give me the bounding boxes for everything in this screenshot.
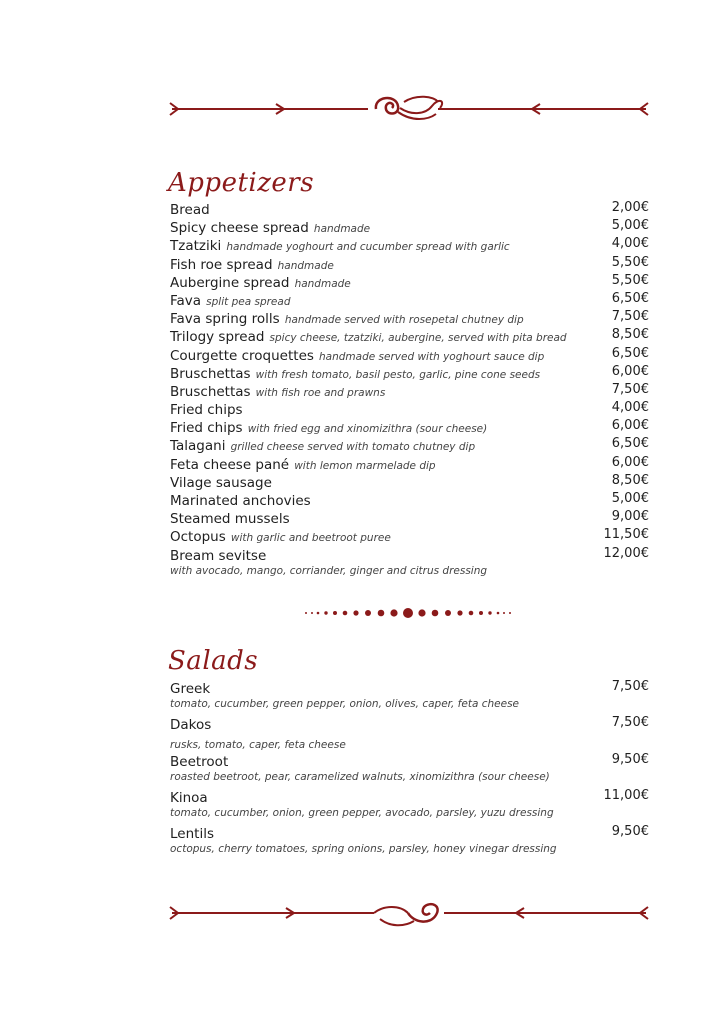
item-desc: split pea spread xyxy=(206,295,291,308)
dotted-divider xyxy=(303,604,513,622)
item-desc: handmade served with yoghourt sauce dip xyxy=(319,350,545,363)
item-desc: handmade yoghourt and cucumber spread with garlic xyxy=(226,241,510,254)
item-desc: rusks, tomato, caper, feta cheese xyxy=(170,739,346,751)
appetizers-title: Appetizers xyxy=(168,168,315,198)
list-item xyxy=(170,381,649,399)
item-desc: roasted beetroot, pear, caramelized walnuts, xinomizithra (sour cheese) xyxy=(170,771,550,783)
salads-list xyxy=(170,678,649,859)
bottom-flourish-divider xyxy=(168,893,650,933)
list-item xyxy=(170,417,649,435)
list-item xyxy=(170,308,649,326)
item-price: 11,50€ xyxy=(603,527,649,543)
list-item xyxy=(170,508,649,526)
list-item xyxy=(170,363,649,381)
item-price: 9,50€ xyxy=(611,824,649,839)
item-desc: tomato, cucumber, onion, green pepper, avocado, parsley, yuzu dressing xyxy=(170,807,554,819)
item-desc: spicy cheese, tzatziki, aubergine, served with pita bread xyxy=(269,332,567,345)
list-item xyxy=(170,272,649,290)
list-item xyxy=(170,435,649,453)
item-desc: with lemon marmelade dip xyxy=(294,459,436,472)
item-price: 6,50€ xyxy=(611,436,649,452)
item-price: 7,50€ xyxy=(611,679,649,694)
item-name: Dakos xyxy=(170,717,212,733)
list-item xyxy=(170,217,649,235)
item-desc: octopus, cherry tomatoes, spring onions, parsley, honey vinegar dressing xyxy=(170,843,557,855)
item-name: Steamed mussels xyxy=(170,511,290,528)
item-name: Spicy cheese spread xyxy=(170,220,309,237)
item-price: 7,50€ xyxy=(611,309,649,325)
list-item xyxy=(170,751,649,787)
item-name: Bruschettas xyxy=(170,365,251,382)
list-item xyxy=(170,199,649,217)
item-name: Kinoa xyxy=(170,790,208,806)
item-desc: handmade xyxy=(294,277,351,290)
list-item xyxy=(170,472,649,490)
item-desc: handmade xyxy=(313,223,371,236)
list-item xyxy=(170,714,649,751)
item-price: 2,00€ xyxy=(611,200,649,215)
item-name: Tzatziki xyxy=(170,238,222,255)
item-price: 5,50€ xyxy=(611,254,649,270)
item-name: Beetroot xyxy=(170,754,229,770)
item-desc: handmade served with rosepetal chutney dip xyxy=(284,314,524,327)
item-desc: handmade xyxy=(277,259,334,272)
item-desc: with fresh tomato, basil pesto, garlic, pine cone seeds xyxy=(255,368,541,381)
item-name: Greek xyxy=(170,681,211,697)
item-name: Fried chips xyxy=(170,420,243,437)
list-item xyxy=(170,454,649,472)
list-item xyxy=(170,345,649,363)
item-name: Fried chips xyxy=(170,402,243,419)
item-price: 8,50€ xyxy=(611,472,649,488)
item-name: Talagani xyxy=(170,438,226,455)
item-price: 5,00€ xyxy=(611,218,649,234)
list-item xyxy=(170,490,649,508)
list-item xyxy=(170,290,649,308)
item-name: Lentils xyxy=(170,826,214,842)
list-item xyxy=(170,823,649,859)
item-name: Fish roe spread xyxy=(170,256,273,273)
item-desc: with fish roe and prawns xyxy=(255,386,386,399)
list-item xyxy=(170,254,649,272)
item-price: 6,50€ xyxy=(611,290,649,306)
item-desc: grilled cheese served with tomato chutney dip xyxy=(230,441,476,454)
list-item xyxy=(170,545,649,577)
item-name: Feta cheese pané xyxy=(170,456,290,473)
item-desc: with avocado, mango, corriander, ginger and citrus dressing xyxy=(170,564,488,577)
item-name: Aubergine spread xyxy=(170,274,290,291)
list-item xyxy=(170,787,649,823)
item-desc: with garlic and beetroot puree xyxy=(230,532,391,545)
item-price: 9,00€ xyxy=(611,509,649,525)
item-name: Octopus xyxy=(170,529,226,546)
item-price: 6,50€ xyxy=(611,345,649,361)
item-price: 8,50€ xyxy=(611,327,649,343)
top-flourish-divider xyxy=(168,88,650,128)
item-desc: tomato, cucumber, green pepper, onion, olives, caper, feta cheese xyxy=(170,698,520,710)
item-name: Courgette croquettes xyxy=(170,347,314,364)
item-name: Marinated anchovies xyxy=(170,493,311,509)
item-price: 6,00€ xyxy=(611,454,649,470)
item-price: 11,00€ xyxy=(603,788,649,803)
item-name: Bread xyxy=(170,202,210,218)
item-name: Fava xyxy=(170,292,202,309)
item-name: Trilogy spread xyxy=(170,329,265,346)
item-price: 4,00€ xyxy=(611,236,649,252)
salads-title: Salads xyxy=(168,646,259,676)
item-price: 4,00€ xyxy=(611,400,649,416)
list-item xyxy=(170,678,649,714)
item-name: Fava spring rolls xyxy=(170,311,280,328)
list-item xyxy=(170,326,649,344)
appetizers-list xyxy=(170,199,649,577)
item-price: 5,50€ xyxy=(611,272,649,288)
item-price: 7,50€ xyxy=(611,381,649,397)
item-price: 12,00€ xyxy=(603,545,649,561)
list-item xyxy=(170,399,649,417)
item-name: Vilage sausage xyxy=(170,474,272,491)
item-desc: with fried egg and xinomizithra (sour cheese) xyxy=(247,423,488,436)
list-item xyxy=(170,526,649,544)
item-price: 6,00€ xyxy=(611,363,649,379)
item-price: 5,00€ xyxy=(611,491,649,506)
item-name: Bream sevitse xyxy=(170,547,267,564)
list-item xyxy=(170,235,649,253)
item-name: Bruschettas xyxy=(170,383,251,400)
item-price: 6,00€ xyxy=(611,418,649,434)
item-price: 7,50€ xyxy=(611,715,649,730)
item-price: 9,50€ xyxy=(611,752,649,767)
